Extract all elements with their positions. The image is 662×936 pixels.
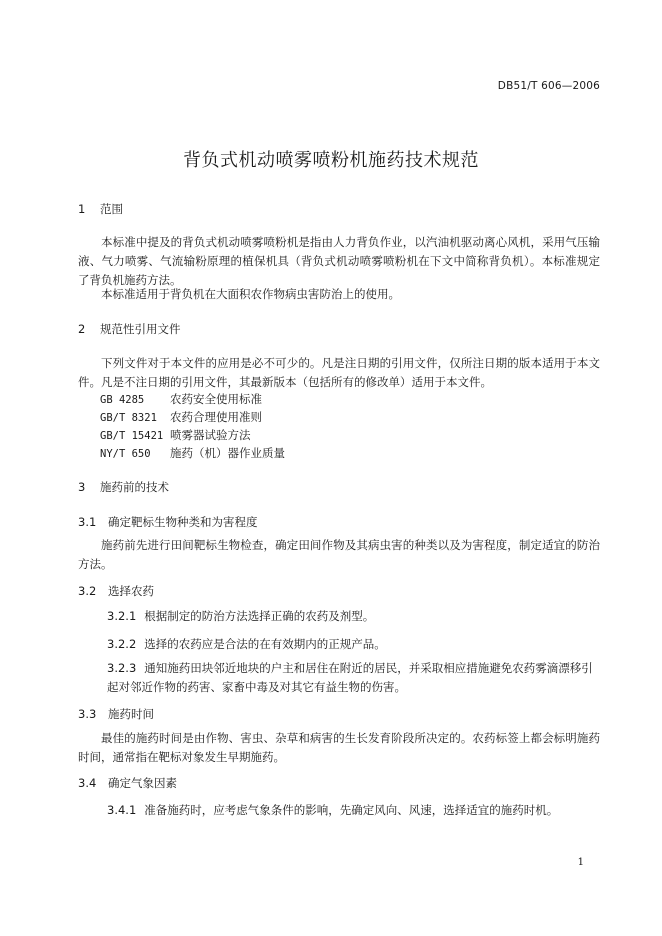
reference-item [100,409,262,425]
document-code: DB51/T 606—2006 [497,80,600,92]
reference-name: 施药（机）器作业质量 [170,446,285,460]
clause-text: 选择的农药应是合法的在有效期内的正规产品。 [144,637,386,651]
subsection-title: 施药时间 [108,707,154,721]
section-title: 规范性引用文件 [100,322,181,336]
section-1-heading [78,201,123,217]
page-title: 背负式机动喷雾喷粉机施药技术规范 [183,150,479,171]
subsection-number: 3.1 [78,515,97,529]
subsection-3-2-heading [78,583,154,599]
section-number: 3 [78,480,86,494]
clause-3-2-2 [107,635,600,654]
reference-name: 喷雾器试验方法 [170,428,251,442]
subsection-title: 确定靶标生物种类和为害程度 [108,515,258,529]
section-3-heading [78,479,169,495]
reference-item [100,445,285,461]
subsection-number: 3.2 [78,584,97,598]
reference-code: GB/T 15421 [100,430,164,442]
clause-number: 3.2.1 [107,609,137,623]
subsection-number: 3.3 [78,707,97,721]
section-2-paragraph-1: 下列文件对于本文件的应用是必不可少的。凡是注日期的引用文件，仅所注日期的版本适用于本文件。凡是不注日期的引用文件，其最新版本（包括所有的修改单）适用于本文件。 [78,356,600,389]
clause-text: 准备施药时，应考虑气象条件的影响，先确定风向、风速，选择适宜的施药时机。 [144,803,559,817]
section-number: 2 [78,322,86,336]
reference-item [100,391,262,407]
clause-number: 3.4.1 [107,803,137,817]
section-2-heading [78,321,181,337]
subsection-3-3-paragraph: 最佳的施药时间是由作物、害虫、杂草和病害的生长发育阶段所决定的。农药标签上都会标明施药时间，通常指在靶标对象发生早期施药。 [78,731,600,764]
clause-3-2-3 [107,659,600,697]
clause-number: 3.2.2 [107,637,137,651]
subsection-3-4-heading [78,775,177,791]
section-number: 1 [78,202,86,216]
section-title: 施药前的技术 [100,480,169,494]
subsection-title: 选择农药 [108,584,154,598]
reference-code: GB/T 8321 [100,412,157,424]
section-1-paragraph-2: 本标准适用于背负机在大面积农作物病虫害防治上的使用。 [101,287,400,301]
section-title: 范围 [100,202,123,216]
clause-text: 通知施药田块邻近地块的户主和居住在附近的居民，并采取相应措施避免农药雾滴漂移引 [144,661,593,675]
subsection-3-1-paragraph: 施药前先进行田间靶标生物检查，确定田间作物及其病虫害的种类以及为害程度，制定适宜的防治方法。 [78,538,600,571]
section-1-paragraph-1: 本标准中提及的背负式机动喷雾喷粉机是指由人力背负作业，以汽油机驱动离心风机，采用气压输液、气力喷雾、气流输粉原理的植保机具（背负式机动喷雾喷粉机在下文中简称背负机）。本标准规定了背负机施药方法。 [78,235,600,287]
reference-code: NY/T 650 [100,448,151,460]
clause-text-continuation: 起对邻近作物的药害、家畜中毒及对其它有益生物的伤害。 [107,680,406,694]
reference-name: 农药合理使用准则 [170,410,262,424]
subsection-3-3-heading [78,706,154,722]
clause-text: 根据制定的防治方法选择正确的农药及剂型。 [144,609,375,623]
reference-code: GB 4285 [100,394,145,406]
clause-3-4-1 [107,801,600,820]
subsection-3-1-heading [78,514,258,530]
page-number: 1 [577,857,584,868]
reference-name: 农药安全使用标准 [170,392,262,406]
subsection-title: 确定气象因素 [108,776,177,790]
clause-3-2-1 [107,607,600,626]
clause-number: 3.2.3 [107,661,137,675]
reference-item [100,427,251,443]
subsection-number: 3.4 [78,776,97,790]
